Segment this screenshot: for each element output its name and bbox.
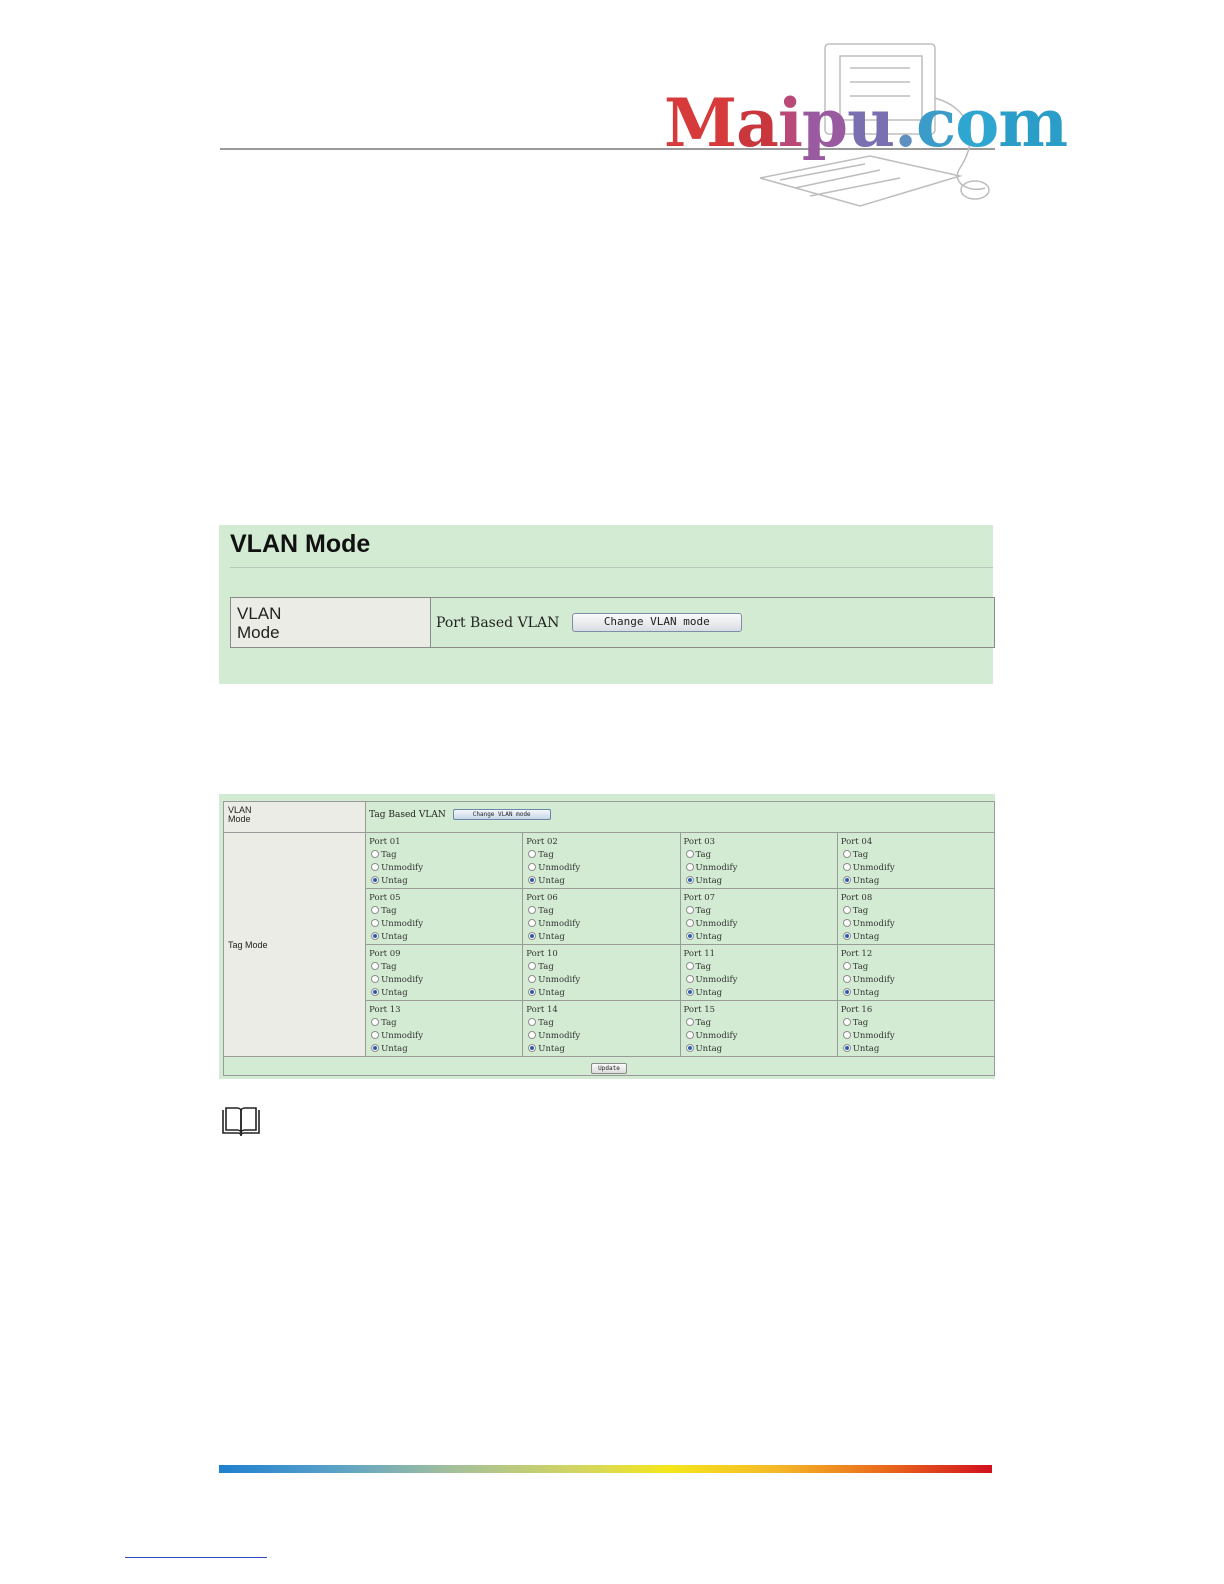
radio-label: Untag bbox=[695, 876, 723, 886]
port-option-untag[interactable] bbox=[369, 875, 522, 888]
port-name: Port 05 bbox=[369, 893, 401, 903]
radio-untag[interactable] bbox=[371, 932, 379, 940]
port-cell bbox=[680, 1001, 837, 1057]
port-cell bbox=[366, 945, 523, 1001]
radio-label: Unmodify bbox=[538, 863, 581, 873]
radio-label: Unmodify bbox=[381, 975, 424, 985]
radio-tag[interactable] bbox=[686, 962, 694, 970]
radio-label: Untag bbox=[538, 1044, 565, 1054]
vlan-mode-value-cell bbox=[431, 598, 995, 648]
port-cell bbox=[837, 889, 994, 945]
port-option-untag[interactable] bbox=[526, 1043, 679, 1056]
port-option-untag[interactable] bbox=[369, 1043, 522, 1056]
port-option-tag[interactable] bbox=[526, 905, 679, 918]
radio-tag[interactable] bbox=[843, 906, 851, 914]
radio-untag[interactable] bbox=[843, 1044, 851, 1052]
port-option-unmodify[interactable] bbox=[369, 862, 522, 875]
port-name: Port 13 bbox=[369, 1005, 401, 1015]
port-name: Port 14 bbox=[526, 1005, 558, 1015]
port-name: Port 12 bbox=[840, 949, 873, 959]
radio-label: Unmodify bbox=[538, 1031, 581, 1041]
port-option-tag[interactable] bbox=[841, 849, 994, 862]
port-option-tag[interactable] bbox=[526, 1017, 679, 1030]
port-option-unmodify[interactable] bbox=[526, 1030, 679, 1043]
port-option-untag[interactable] bbox=[526, 931, 679, 944]
port-name: Port 15 bbox=[683, 1005, 716, 1015]
port-option-tag[interactable] bbox=[684, 905, 837, 918]
port-option-tag[interactable] bbox=[684, 961, 837, 974]
panel-title: VLAN Mode bbox=[230, 530, 371, 558]
vlan-mode-value-cell bbox=[366, 802, 995, 833]
port-name: Port 10 bbox=[526, 949, 558, 959]
port-option-tag[interactable] bbox=[841, 1017, 994, 1030]
vlan-mode-panel bbox=[219, 525, 993, 684]
radio-label: Tag bbox=[695, 850, 712, 860]
radio-label: Tag bbox=[538, 1018, 554, 1028]
port-option-unmodify[interactable] bbox=[684, 974, 837, 987]
port-option-unmodify[interactable] bbox=[684, 862, 837, 875]
radio-tag[interactable] bbox=[686, 906, 694, 914]
radio-untag[interactable] bbox=[371, 1044, 379, 1052]
radio-label: Tag bbox=[852, 962, 869, 972]
radio-unmodify[interactable] bbox=[843, 863, 851, 871]
radio-label: Unmodify bbox=[852, 975, 895, 985]
port-option-unmodify[interactable] bbox=[684, 1030, 837, 1043]
port-name: Port 02 bbox=[526, 837, 558, 847]
port-option-tag[interactable] bbox=[526, 849, 679, 862]
port-name: Port 16 bbox=[840, 1005, 873, 1015]
vlan-mode-value: Tag Based VLAN bbox=[369, 810, 446, 820]
radio-label: Tag bbox=[381, 850, 397, 860]
radio-label: Tag bbox=[381, 1018, 397, 1028]
port-cell bbox=[366, 889, 523, 945]
logo-wordmark: Maipu.com bbox=[664, 84, 1068, 162]
radio-label: Tag bbox=[381, 962, 397, 972]
port-cell bbox=[680, 945, 837, 1001]
radio-label: Untag bbox=[852, 932, 880, 942]
port-cell bbox=[837, 833, 994, 889]
radio-tag[interactable] bbox=[843, 962, 851, 970]
radio-unmodify[interactable] bbox=[686, 975, 694, 983]
port-option-unmodify[interactable] bbox=[526, 974, 679, 987]
port-option-unmodify[interactable] bbox=[526, 862, 679, 875]
radio-untag[interactable] bbox=[686, 1044, 694, 1052]
port-cell bbox=[837, 945, 994, 1001]
port-option-unmodify[interactable] bbox=[841, 918, 994, 931]
radio-untag[interactable] bbox=[371, 876, 379, 884]
radio-untag[interactable] bbox=[686, 988, 694, 996]
port-option-tag[interactable] bbox=[369, 1017, 522, 1030]
radio-unmodify[interactable] bbox=[686, 1031, 694, 1039]
radio-label: Tag bbox=[852, 906, 869, 916]
radio-label: Untag bbox=[695, 932, 723, 942]
radio-tag[interactable] bbox=[528, 850, 536, 858]
radio-label: Untag bbox=[695, 988, 723, 998]
radio-label: Untag bbox=[695, 1044, 723, 1054]
radio-untag[interactable] bbox=[528, 932, 536, 940]
radio-label: Untag bbox=[538, 988, 565, 998]
port-option-unmodify[interactable] bbox=[369, 974, 522, 987]
port-option-untag[interactable] bbox=[684, 1043, 837, 1056]
port-name: Port 01 bbox=[369, 837, 401, 847]
radio-unmodify[interactable] bbox=[528, 1031, 536, 1039]
radio-label: Untag bbox=[538, 876, 565, 886]
radio-label: Unmodify bbox=[381, 863, 424, 873]
radio-label: Tag bbox=[538, 850, 554, 860]
radio-untag[interactable] bbox=[528, 1044, 536, 1052]
radio-label: Untag bbox=[381, 876, 408, 886]
radio-unmodify[interactable] bbox=[528, 975, 536, 983]
port-option-unmodify[interactable] bbox=[841, 1030, 994, 1043]
port-name: Port 06 bbox=[526, 893, 558, 903]
port-option-untag[interactable] bbox=[369, 931, 522, 944]
vlan-mode-value: Port Based VLAN bbox=[436, 614, 560, 631]
radio-tag[interactable] bbox=[371, 1018, 379, 1026]
port-cell bbox=[523, 833, 680, 889]
port-option-tag[interactable] bbox=[841, 961, 994, 974]
port-name: Port 03 bbox=[683, 837, 716, 847]
tag-mode-panel bbox=[219, 794, 995, 1079]
port-option-unmodify[interactable] bbox=[369, 918, 522, 931]
port-option-untag[interactable] bbox=[526, 987, 679, 1000]
port-cell bbox=[837, 1001, 994, 1057]
radio-unmodify[interactable] bbox=[528, 863, 536, 871]
radio-tag[interactable] bbox=[528, 1018, 536, 1026]
tag-mode-label: Tag Mode bbox=[224, 833, 366, 1057]
radio-label: Untag bbox=[538, 932, 565, 942]
port-name: Port 04 bbox=[840, 837, 873, 847]
radio-unmodify[interactable] bbox=[371, 863, 379, 871]
port-cell bbox=[366, 1001, 523, 1057]
port-name: Port 11 bbox=[683, 949, 716, 959]
maipu-logo bbox=[660, 38, 1068, 208]
port-cell bbox=[680, 833, 837, 889]
port-option-unmodify[interactable] bbox=[526, 918, 679, 931]
port-option-tag[interactable] bbox=[841, 905, 994, 918]
port-option-untag[interactable] bbox=[684, 931, 837, 944]
port-option-untag[interactable] bbox=[684, 875, 837, 888]
radio-untag[interactable] bbox=[843, 988, 851, 996]
footer-color-bar bbox=[219, 1465, 992, 1473]
port-cell bbox=[523, 889, 680, 945]
port-option-tag[interactable] bbox=[369, 961, 522, 974]
radio-label: Tag bbox=[381, 906, 397, 916]
radio-label: Unmodify bbox=[695, 863, 738, 873]
port-option-untag[interactable] bbox=[841, 987, 994, 1000]
radio-label: Unmodify bbox=[381, 919, 424, 929]
radio-unmodify[interactable] bbox=[371, 919, 379, 927]
radio-untag[interactable] bbox=[686, 876, 694, 884]
radio-label: Tag bbox=[852, 1018, 869, 1028]
radio-label: Unmodify bbox=[852, 1031, 895, 1041]
port-name: Port 08 bbox=[840, 893, 873, 903]
port-cell bbox=[523, 1001, 680, 1057]
radio-label: Unmodify bbox=[695, 919, 738, 929]
vlan-mode-label: VLAN Mode bbox=[231, 598, 431, 648]
radio-label: Untag bbox=[852, 876, 880, 886]
radio-tag[interactable] bbox=[686, 1018, 694, 1026]
port-option-tag[interactable] bbox=[684, 849, 837, 862]
port-cell bbox=[366, 833, 523, 889]
radio-label: Tag bbox=[852, 850, 869, 860]
port-option-tag[interactable] bbox=[369, 849, 522, 862]
port-option-unmodify[interactable] bbox=[841, 974, 994, 987]
change-vlan-mode-button[interactable]: Change VLAN mode bbox=[453, 809, 551, 820]
radio-label: Unmodify bbox=[852, 919, 895, 929]
radio-label: Tag bbox=[695, 962, 712, 972]
port-cell bbox=[523, 945, 680, 1001]
radio-tag[interactable] bbox=[371, 906, 379, 914]
update-cell bbox=[224, 1057, 995, 1076]
radio-unmodify[interactable] bbox=[843, 919, 851, 927]
radio-unmodify[interactable] bbox=[528, 919, 536, 927]
radio-untag[interactable] bbox=[528, 876, 536, 884]
port-option-untag[interactable] bbox=[684, 987, 837, 1000]
radio-label: Unmodify bbox=[695, 975, 738, 985]
radio-untag[interactable] bbox=[843, 932, 851, 940]
radio-label: Unmodify bbox=[381, 1031, 424, 1041]
vlan-mode-table bbox=[230, 597, 995, 648]
radio-unmodify[interactable] bbox=[686, 919, 694, 927]
radio-label: Untag bbox=[381, 932, 408, 942]
radio-label: Untag bbox=[852, 1044, 880, 1054]
radio-unmodify[interactable] bbox=[843, 975, 851, 983]
port-option-untag[interactable] bbox=[841, 1043, 994, 1056]
radio-label: Tag bbox=[695, 906, 712, 916]
radio-tag[interactable] bbox=[843, 850, 851, 858]
port-option-unmodify[interactable] bbox=[369, 1030, 522, 1043]
footer-link-underline bbox=[125, 1557, 267, 1558]
radio-label: Unmodify bbox=[695, 1031, 738, 1041]
radio-label: Tag bbox=[695, 1018, 712, 1028]
radio-label: Unmodify bbox=[852, 863, 895, 873]
radio-label: Tag bbox=[538, 906, 554, 916]
port-name: Port 07 bbox=[683, 893, 716, 903]
update-button[interactable]: Update bbox=[591, 1063, 627, 1074]
radio-tag[interactable] bbox=[371, 962, 379, 970]
radio-label: Tag bbox=[538, 962, 554, 972]
radio-untag[interactable] bbox=[686, 932, 694, 940]
open-book-icon bbox=[220, 1106, 262, 1138]
port-option-untag[interactable] bbox=[369, 987, 522, 1000]
radio-tag[interactable] bbox=[528, 962, 536, 970]
radio-label: Untag bbox=[381, 988, 408, 998]
port-option-untag[interactable] bbox=[526, 875, 679, 888]
radio-label: Unmodify bbox=[538, 919, 581, 929]
tag-mode-table bbox=[223, 801, 995, 1076]
radio-untag[interactable] bbox=[843, 876, 851, 884]
radio-unmodify[interactable] bbox=[686, 863, 694, 871]
radio-label: Untag bbox=[852, 988, 880, 998]
radio-label: Untag bbox=[381, 1044, 408, 1054]
radio-untag[interactable] bbox=[528, 988, 536, 996]
port-option-untag[interactable] bbox=[841, 931, 994, 944]
port-name: Port 09 bbox=[369, 949, 401, 959]
radio-unmodify[interactable] bbox=[843, 1031, 851, 1039]
radio-unmodify[interactable] bbox=[371, 975, 379, 983]
radio-untag[interactable] bbox=[371, 988, 379, 996]
radio-label: Unmodify bbox=[538, 975, 581, 985]
radio-tag[interactable] bbox=[371, 850, 379, 858]
title-divider bbox=[230, 567, 993, 568]
vlan-mode-label: VLAN Mode bbox=[224, 802, 366, 833]
port-option-unmodify[interactable] bbox=[841, 862, 994, 875]
port-option-tag[interactable] bbox=[369, 905, 522, 918]
radio-tag[interactable] bbox=[843, 1018, 851, 1026]
change-vlan-mode-button[interactable]: Change VLAN mode bbox=[572, 613, 742, 632]
radio-unmodify[interactable] bbox=[371, 1031, 379, 1039]
port-option-tag[interactable] bbox=[684, 1017, 837, 1030]
port-option-unmodify[interactable] bbox=[684, 918, 837, 931]
port-option-untag[interactable] bbox=[841, 875, 994, 888]
radio-tag[interactable] bbox=[528, 906, 536, 914]
port-option-tag[interactable] bbox=[526, 961, 679, 974]
radio-tag[interactable] bbox=[686, 850, 694, 858]
port-cell bbox=[680, 889, 837, 945]
